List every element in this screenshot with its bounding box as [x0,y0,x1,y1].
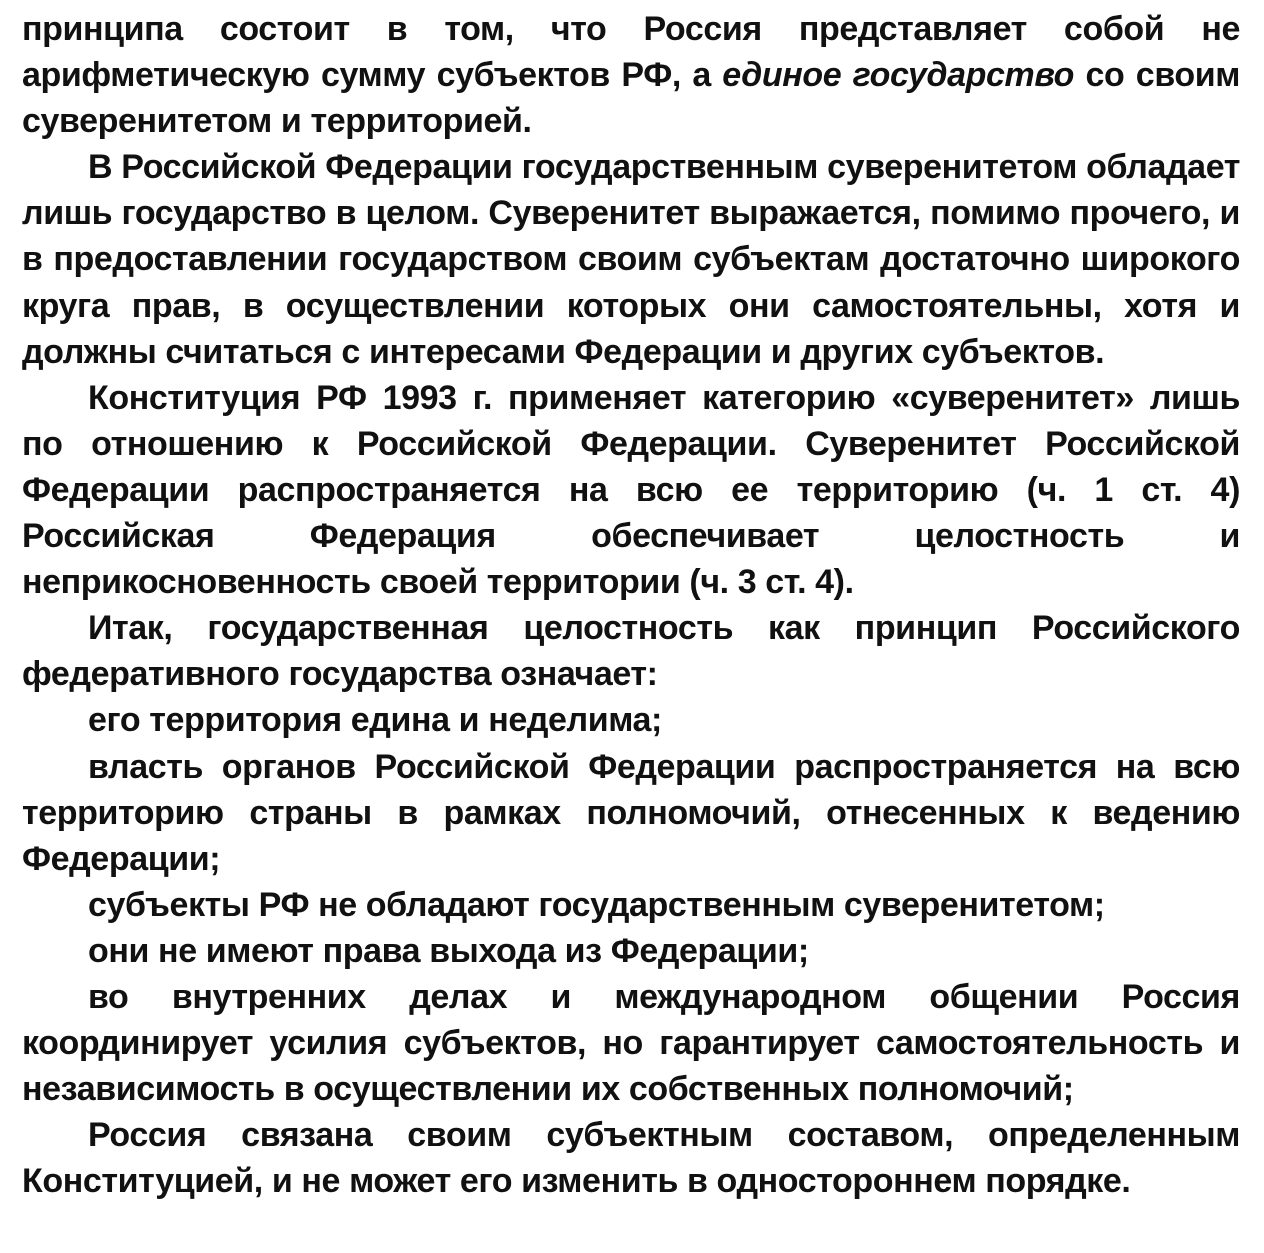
emphasized-phrase: единое государство [722,56,1075,95]
paragraph-text-start: принципа состоит в том, что Россия представляет собой не арифметическую сумму субъектов РФ, а [22,10,1240,95]
paragraph-continuation [22,6,1240,144]
paragraph-text-end: со своим суверенитетом и территорией. [22,56,1240,141]
document-page [22,6,1240,1204]
paragraph-integrity-intro: Итак, государственная целостность как принцип Российского федеративного государства означает: [22,609,1240,694]
list-item-authority: власть органов Российской Федерации распространяется на всю территорию страны в рамках полномочий, отнесенных к ведению Федерации; [22,747,1240,878]
list-item-territory: его территория едина и неделима; [88,701,662,740]
list-item-composition: Россия связана своим субъектным составом, определенным Конституцией, и не может его изменить в одностороннем порядке. [22,1116,1240,1201]
list-item-coordination: во внутренних делах и международном общении Россия координирует усилия субъектов, но гарантирует самостоятельность и независимость в осуществлении их собственных полномочий; [22,977,1240,1109]
paragraph-sovereignty: В Российской Федерации государственным суверенитетом обладает лишь государство в целом. Суверенитет выражается, помимо прочего, и в предоставлении государством своим субъектам достаточно широкого круга прав, в осуществлении которых они самостоятельны, хотя и должны считаться с интересами Федерации и других субъектов. [22,148,1240,371]
list-item-no-sovereignty: субъекты РФ не обладают государственным суверенитетом; [88,885,1105,924]
paragraph-constitution: Конституция РФ 1993 г. применяет категорию «суверенитет» лишь по отношению к Российской Федерации. Суверенитет Российской Федерации распространяется на всю ее территорию (ч. 1 ст. 4) Российская Федерация обеспечивает целостность и неприкосновенность своей территории (ч. 3 ст. 4). [22,378,1240,602]
list-item-no-secession: они не имеют права выхода из Федерации; [88,931,809,970]
